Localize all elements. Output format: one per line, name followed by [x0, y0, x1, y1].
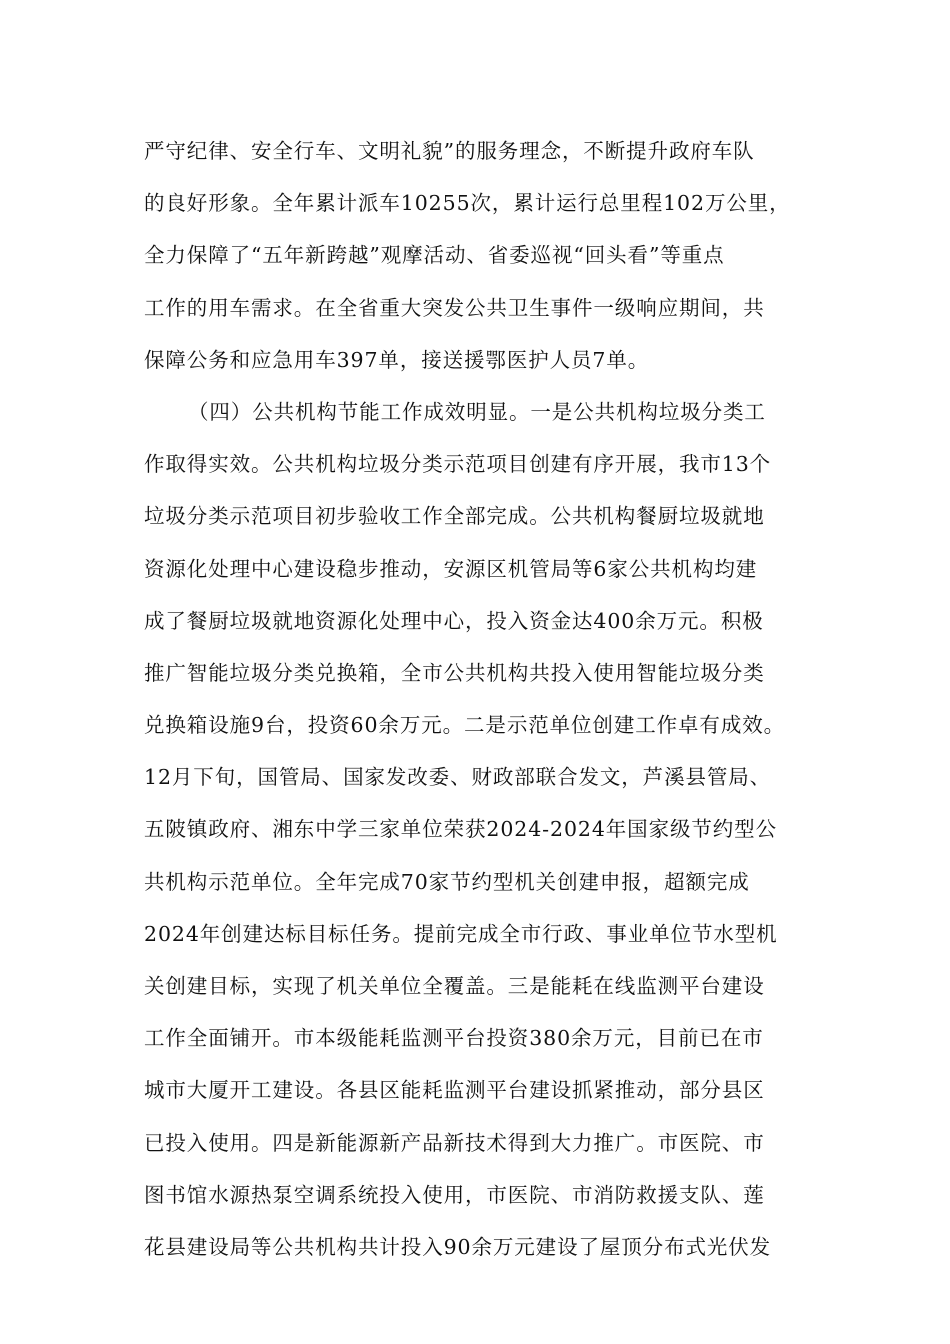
text-line: 作取得实效。公共机构垃圾分类示范项目创建有序开展，我市13个	[144, 452, 772, 477]
text-line: 共机构示范单位。全年完成70家节约型机关创建申报，超额完成	[144, 869, 750, 894]
text-line: 的良好形象。全年累计派车10255次，累计运行总里程102万公里，	[144, 191, 791, 216]
text-line: 关创建目标，实现了机关单位全覆盖。三是能耗在线监测平台建设	[144, 974, 765, 998]
section-heading-line: （四）公共机构节能工作成效明显。一是公共机构垃圾分类工	[188, 399, 766, 424]
text-line: 已投入使用。四是新能源新产品新技术得到大力推广。市医院、市	[144, 1130, 765, 1155]
text-line: 花县建设局等公共机构共计投入90余万元建设了屋顶分布式光伏发	[144, 1234, 772, 1259]
text-line: 12月下旬，国管局、国家发改委、财政部联合发文，芦溪县管局、	[144, 765, 772, 790]
text-line: 全力保障了“五年新跨越”观摩活动、省委巡视“回头看”等重点	[144, 243, 725, 268]
text-line: 推广智能垃圾分类兑换箱，全市公共机构共投入使用智能垃圾分类	[144, 660, 765, 685]
text-line: 兑换箱设施9台，投资60余万元。二是示范单位创建工作卓有成效。	[144, 713, 786, 738]
text-line: 五陂镇政府、湘东中学三家单位荣获2024-2024年国家级节约型公	[144, 817, 777, 842]
text-line: 资源化处理中心建设稳步推动，安源区机管局等6家公共机构均建	[144, 556, 758, 581]
text-line: 垃圾分类示范项目初步验收工作全部完成。公共机构餐厨垃圾就地	[144, 504, 765, 529]
text-line: 成了餐厨垃圾就地资源化处理中心，投入资金达400余万元。积极	[144, 608, 764, 633]
text-line: 城市大厦开工建设。各县区能耗监测平台建设抓紧推动，部分县区	[144, 1078, 765, 1103]
text-line: 保障公务和应急用车397单，接送援鄂医护人员7单。	[144, 347, 650, 372]
body-text	[144, 125, 824, 1273]
text-line: 严守纪律、安全行车、文明礼貌”的服务理念，不断提升政府车队	[144, 139, 755, 163]
text-line: 工作全面铺开。市本级能耗监测平台投资380余万元，目前已在市	[144, 1026, 764, 1051]
text-line: 图书馆水源热泵空调系统投入使用，市医院、市消防救援支队、莲	[144, 1182, 765, 1207]
text-line: 工作的用车需求。在全省重大突发公共卫生事件一级响应期间，共	[144, 295, 765, 320]
text-line: 2024年创建达标目标任务。提前完成全市行政、事业单位节水型机	[144, 921, 778, 946]
